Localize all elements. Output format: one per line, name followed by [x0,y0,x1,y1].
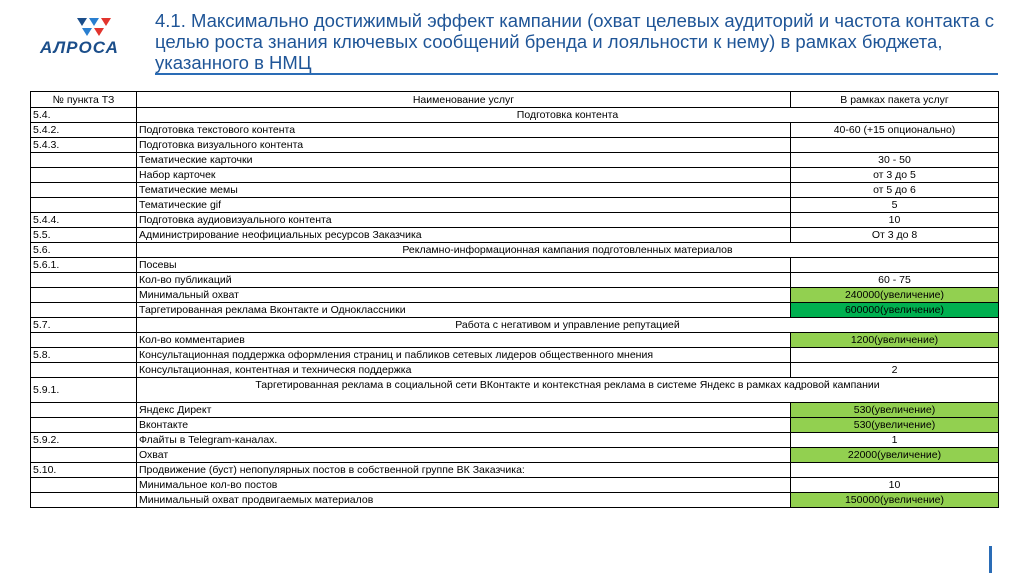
table-row [31,273,999,288]
package-value: 1 [791,433,999,448]
row-number: 5.6. [31,243,137,258]
header-name: Наименование услуг [137,92,791,108]
service-name: Продвижение (буст) непопулярных постов в собственной группе ВК Заказчика: [137,463,791,478]
package-value: 30 - 50 [791,153,999,168]
table-row [31,333,999,348]
package-value: от 5 до 6 [791,183,999,198]
table-row [31,348,999,363]
header-package: В рамках пакета услуг [791,92,999,108]
logo-text: АЛРОСА [40,38,119,57]
row-number: 5.10. [31,463,137,478]
service-name: Посевы [137,258,791,273]
section-title: Рекламно-информационная кампания подготовленных материалов [137,243,999,258]
section-title: Таргетированная реклама в социальной сети ВКонтакте и контекстная реклама в системе Яндекс в рамках кадровой кампании [137,378,999,403]
service-name: Яндекс Директ [137,403,791,418]
table-row [31,138,999,153]
package-value: 600000(увеличение) [791,303,999,318]
section-title: Подготовка контента [137,108,999,123]
table-row [31,433,999,448]
row-number: 5.5. [31,228,137,243]
table-row [31,403,999,418]
header-num: № пункта ТЗ [31,92,137,108]
table-header-row [31,92,999,108]
table-row [31,303,999,318]
row-number: 5.4.4. [31,213,137,228]
package-value [791,463,999,478]
service-name: Консультационная поддержка оформления страниц и пабликов сетевых лидеров общественного мнения [137,348,791,363]
table-row [31,243,999,258]
row-number [31,448,137,463]
package-value: 10 [791,213,999,228]
row-number [31,198,137,213]
service-name: Подготовка визуального контента [137,138,791,153]
table-row [31,288,999,303]
table-row [31,168,999,183]
table-row [31,478,999,493]
service-name: Набор карточек [137,168,791,183]
package-value: 240000(увеличение) [791,288,999,303]
table-row [31,463,999,478]
package-value: 530(увеличение) [791,403,999,418]
row-number [31,418,137,433]
service-name: Флайты в Telegram-каналах. [137,433,791,448]
table-row [31,123,999,138]
package-value: 60 - 75 [791,273,999,288]
table-row [31,258,999,273]
service-name: Администрирование неофициальных ресурсов Заказчика [137,228,791,243]
service-name: Минимальное кол-во постов [137,478,791,493]
table-row [31,198,999,213]
row-number: 5.4.3. [31,138,137,153]
row-number [31,493,137,508]
service-name: Минимальный охват продвигаемых материалов [137,493,791,508]
table-row [31,183,999,198]
row-number [31,183,137,198]
service-name: Подготовка текстового контента [137,123,791,138]
table-row [31,418,999,433]
row-number [31,478,137,493]
service-name: Тематические карточки [137,153,791,168]
row-number: 5.7. [31,318,137,333]
package-value [791,138,999,153]
package-value: 40-60 (+15 опционально) [791,123,999,138]
row-number [31,288,137,303]
service-name: Кол-во публикаций [137,273,791,288]
package-value: 530(увеличение) [791,418,999,433]
service-name: Охват [137,448,791,463]
table-row [31,448,999,463]
package-value [791,258,999,273]
service-name: Тематические gif [137,198,791,213]
row-number: 5.9.1. [31,378,137,403]
table-body [31,108,999,508]
package-value [791,348,999,363]
row-number [31,273,137,288]
table-row [31,378,999,403]
section-title: Работа с негативом и управление репутацией [137,318,999,333]
package-value: 22000(увеличение) [791,448,999,463]
service-name: Тематические мемы [137,183,791,198]
row-number: 5.8. [31,348,137,363]
package-value: От 3 до 8 [791,228,999,243]
table-row [31,493,999,508]
row-number: 5.4. [31,108,137,123]
package-value: 1200(увеличение) [791,333,999,348]
row-number [31,333,137,348]
service-name: Вконтакте [137,418,791,433]
table-row [31,318,999,333]
package-value: 5 [791,198,999,213]
service-name: Консультационная, контентная и техническя поддержка [137,363,791,378]
package-value: 2 [791,363,999,378]
table-row [31,363,999,378]
page-title: 4.1. Максимально достижимый эффект кампании (охват целевых аудиторий и частота контакта с целью роста знания ключевых сообщений бренда и лояльности к нему) в рамках бюджета, указанного в НМЦ [155,10,995,73]
row-number [31,168,137,183]
row-number [31,403,137,418]
row-number [31,363,137,378]
table-row [31,213,999,228]
row-number: 5.6.1. [31,258,137,273]
service-name: Таргетированная реклама Вконтакте и Одноклассники [137,303,791,318]
package-value: 10 [791,478,999,493]
table-row [31,108,999,123]
row-number: 5.9.2. [31,433,137,448]
title-divider [155,73,998,75]
service-name: Подготовка аудиовизуального контента [137,213,791,228]
table-row [31,228,999,243]
row-number [31,303,137,318]
package-value: 150000(увеличение) [791,493,999,508]
package-value: от 3 до 5 [791,168,999,183]
services-table [30,91,999,508]
accent-bar [989,546,992,573]
row-number: 5.4.2. [31,123,137,138]
table-row [31,153,999,168]
row-number [31,153,137,168]
service-name: Кол-во комментариев [137,333,791,348]
service-name: Минимальный охват [137,288,791,303]
